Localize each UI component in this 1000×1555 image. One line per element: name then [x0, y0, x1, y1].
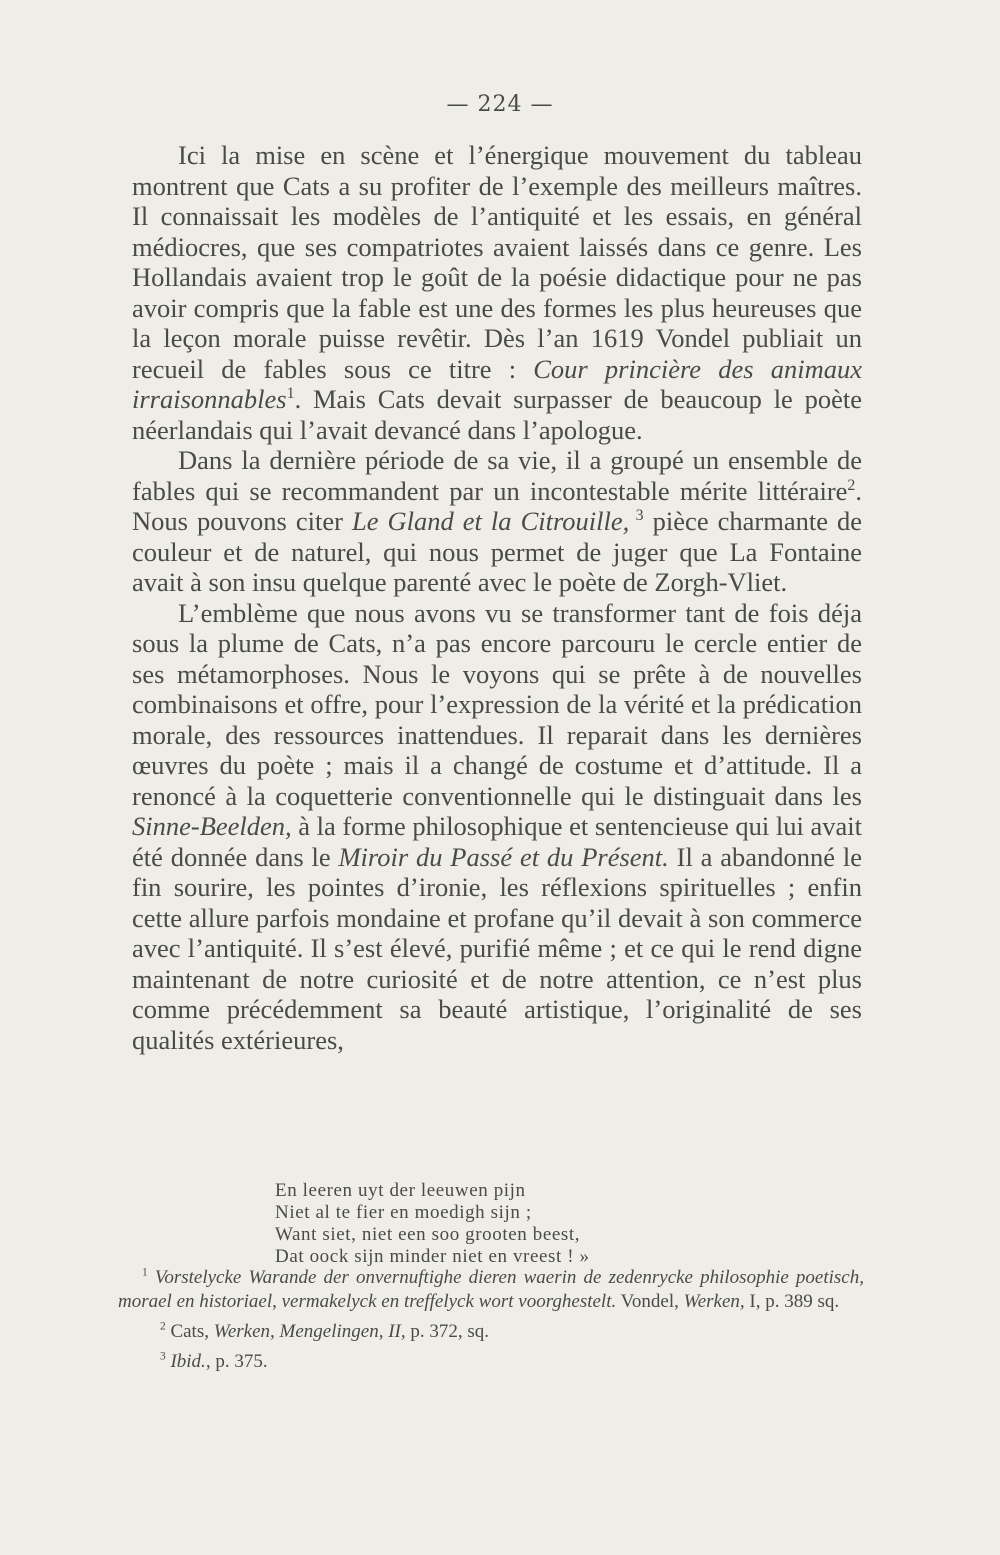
page-number: — 224 —	[446, 92, 554, 117]
paragraph-text: à la forme philosophique et sentencieuse qui lui avait été donnée dans le	[132, 811, 862, 872]
footnotes	[118, 1266, 864, 1380]
footnote-2	[118, 1320, 864, 1344]
footnote-marker: 2	[160, 1320, 166, 1333]
italic-title: Cour princière des animaux irraisonnables	[132, 353, 862, 414]
footnote-title: Vorstelycke Warande der onvernuftighe dieren waerin de zedenrycke philosophie poetisch, morael en historiael, vermakelyck en treffelyck wort voorghestelt.	[118, 1267, 864, 1312]
paragraph-text: . Nous pouvons citer	[132, 475, 862, 536]
footnote-work: Werken, Mengelingen, II,	[213, 1321, 406, 1342]
footnote-marker: 3	[160, 1350, 166, 1363]
paragraph-text: Dans la dernière période de sa vie, il a groupé un ensemble de fables qui se recommandent par un incontestable mérite littéraire	[132, 445, 862, 506]
italic-title: Sinne-Beelden,	[132, 811, 292, 841]
paragraph-text: . Mais Cats devait surpasser de beaucoup le poète néerlandais qui l’avait devancé dans l’apologue.	[132, 384, 862, 445]
verse-block	[275, 1180, 590, 1268]
footnote-ref: I, p. 389 sq.	[744, 1291, 840, 1312]
italic-title: Miroir du Passé et du Présent.	[338, 841, 669, 872]
paragraph	[132, 445, 862, 598]
body-text	[132, 140, 862, 1055]
verse-line: En leeren uyt der leeuwen pijn	[275, 1180, 526, 1201]
footnote-ref: 3	[629, 507, 644, 525]
verse-line: Want siet, niet een soo grooten beest,	[275, 1224, 581, 1245]
verse-line: Dat oock sijn minder niet en vreest ! »	[275, 1246, 590, 1267]
footnote-ref: 2	[847, 476, 856, 494]
footnote-1	[118, 1266, 864, 1314]
paragraph-text: Il a abandonné le fin sourire, les pointes d’ironie, les réflexions spirituelles ; enfin cette allure parfois mondaine et profane qu’il devait à son commerce avec l’antiquité. Il s’est élevé, purifié même ; et ce qui le rend digne maintenant de notre curiosité et de notre attention, ce n’est plus comme précédemment sa beauté artistique, l’originalité de ses qualités extérieures,	[132, 841, 862, 1055]
footnote-ref: p. 372, sq.	[405, 1321, 490, 1342]
paragraph	[132, 598, 862, 1056]
footnote-3	[118, 1350, 864, 1374]
footnote-ref: 1	[286, 385, 295, 403]
verse-line: Niet al te fier en moedigh sijn ;	[275, 1202, 532, 1223]
footnote-author: Cats,	[165, 1321, 214, 1342]
paragraph	[132, 140, 862, 445]
footnote-work: Ibid.	[170, 1351, 206, 1372]
paragraph-text: Ici la mise en scène et l’énergique mouvement du tableau montrent que Cats a su profiter de l’exemple des meilleurs maîtres. Il connaissait les modèles de l’antiquité et les essais, en général médiocres, que ses compatriotes avaient laissés dans ce genre. Les Hollandais avaient trop le goût de la poésie didactique pour ne pas avoir compris que la fable est une des formes les plus heureuses que la leçon morale puisse revêtir. Dès l’an 1619 Vondel publiait un recueil de fables sous ce titre :	[132, 140, 862, 384]
footnote-marker: 1	[142, 1266, 148, 1279]
italic-title: Le Gland et la Citrouille,	[351, 506, 630, 536]
footnote-author: Vondel,	[616, 1291, 684, 1312]
footnote-ref: , p. 375.	[205, 1351, 268, 1372]
paragraph-text: pièce charmante de couleur et de naturel, qui nous permet de juger que La Fontaine avait à son insu quelque parenté avec le poète de Zorgh-Vliet.	[132, 506, 863, 597]
paragraph-text: L’emblème que nous avons vu se transformer tant de fois déja sous la plume de Cats, n’a pas encore parcouru le cercle entier de ses métamorphoses. Nous le voyons qui se prête à de nouvelles combinaisons et offre, pour l’expression de la vérité et la prédication morale, des ressources inattendues. Il reparait dans les dernières œuvres du poète ; mais il a changé de costume et d’attitude. Il a renoncé à la coquetterie conventionnelle qui le distinguait dans les	[132, 597, 862, 811]
footnote-work: Werken,	[683, 1291, 745, 1312]
